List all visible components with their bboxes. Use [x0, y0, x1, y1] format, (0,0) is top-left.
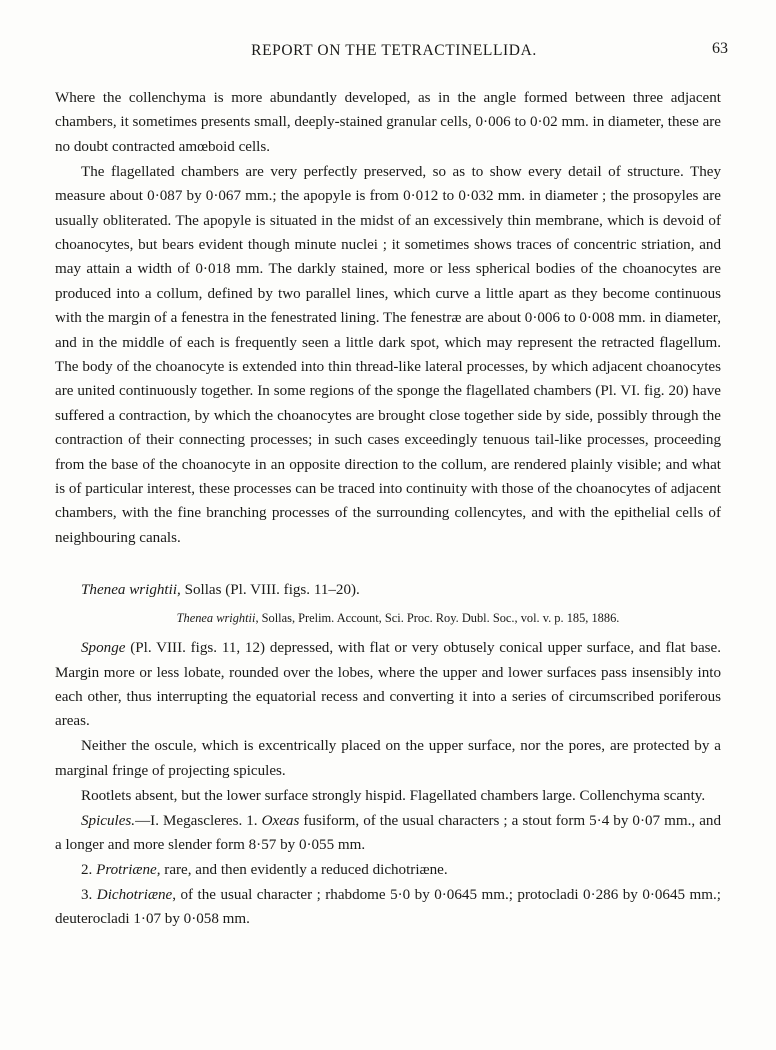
spicules-label: Spicules.: [81, 812, 136, 829]
paragraph-spicules: [55, 809, 721, 858]
dichotriaene-label: Dichotriæne: [96, 886, 173, 903]
sponge-label: Sponge: [81, 640, 126, 657]
species-heading-rest: , Sollas (Pl. VIII. figs. 11–20).: [177, 582, 360, 599]
item-2-number: 2.: [81, 861, 97, 878]
sponge-description: (Pl. VIII. figs. 11, 12) depressed, with flat or very obtusely conical upper surface, and flat base. Margin more or less lobate, rounded over the lobes, where the upper and lower surfaces pass insensibly into each other, thus interrupting the equatorial recess and converting it into a series of circumscribed poriferous areas.: [55, 640, 721, 730]
species-name: Thenea wrightii: [81, 582, 178, 599]
protriaene-label: Protriæne: [96, 861, 157, 878]
species-heading: [55, 578, 721, 602]
paragraph-rootlets: Rootlets absent, but the lower surface strongly hispid. Flagellated chambers large. Collenchyma scanty.: [81, 787, 706, 804]
item-3-number: 3.: [81, 886, 97, 903]
paragraph-sponge: [55, 636, 721, 734]
page-body: [55, 86, 721, 932]
paragraph-collenchyma: Where the collenchyma is more abundantly developed, as in the angle formed between three adjacent chambers, it sometimes presents small, deeply-stained granular cells, 0·006 to 0·02 mm. in diameter, these are no doubt contracted amœboid cells.: [55, 90, 721, 155]
running-title: REPORT ON THE TETRACTINELLIDA.: [251, 42, 537, 59]
paragraph-flagellated-chambers: The flagellated chambers are very perfectly preserved, so as to show every detail of structure. They measure about 0·087 by 0·067 mm.; the apopyle is from 0·012 to 0·032 mm. in diameter ; the prosopyles are usually obliterated. The apopyle is situated in the midst of an excessively thin membrane, which is devoid of choanocytes, but bears evident though minute nuclei ; it sometimes shows traces of concentric striation, and may attain a width of 0·018 mm. The darkly stained, more or less spherical bodies of the choanocytes are produced into a collum, defined by two parallel lines, which curve a little apart as they become continuous with the margin of a fenestra in the fenestrated lining. The fenestræ are about 0·006 to 0·008 mm. in diameter, and in the middle of each is frequently seen a little dark spot, which may represent the retracted flagellum. The body of the choanocyte is extended into thin thread-like lateral processes, by which adjacent choanocytes are united continuously together. In some regions of the sponge the flagellated chambers (Pl. VI. fig. 20) have suffered a contraction, by which the choanocytes are brought close together side by side, possibly through the contraction of their connecting processes; in such cases exceedingly tenuous tail-like processes, proceeding from the base of the choanocyte in an opposite direction to the collum, are rendered plainly visible; and what is of particular interest, these processes can be traced into continuity with those of the choanocytes of adjacent chambers, with the fine branching processes of the surrounding collencytes, and with the epithelial cells of neighbouring canals.: [55, 163, 721, 546]
species-citation: [55, 609, 721, 627]
paragraph-oscule: Neither the oscule, which is excentrically placed on the upper surface, nor the pores, are protected by a marginal fringe of projecting spicules.: [55, 738, 721, 779]
citation-species-name: Thenea wrightii: [176, 611, 256, 626]
page-number: 63: [712, 40, 728, 57]
protriaene-description: , rare, and then evidently a reduced dichotriæne.: [156, 861, 448, 878]
page-header: [60, 42, 728, 64]
dichotriaene-description: , of the usual character ; rhabdome 5·0 by 0·0645 mm.; protocladi 0·286 by 0·0645 mm.; deuterocladi 1·07 by 0·058 mm.: [55, 886, 721, 928]
oxeas-label: Oxeas: [261, 812, 300, 829]
paragraph-dichotriaene: [55, 883, 721, 932]
citation-reference: , Sollas, Prelim. Account, Sci. Proc. Roy. Dubl. Soc., vol. v. p. 185, 1886.: [255, 611, 620, 626]
spicules-lead: —I. Megascleres. 1.: [135, 812, 262, 829]
paragraph-protriaene: [55, 858, 721, 882]
oxeas-description: fusiform, of the usual characters ; a stout form 5·4 by 0·07 mm., and a longer and more slender form 8·57 by 0·055 mm.: [55, 812, 721, 853]
